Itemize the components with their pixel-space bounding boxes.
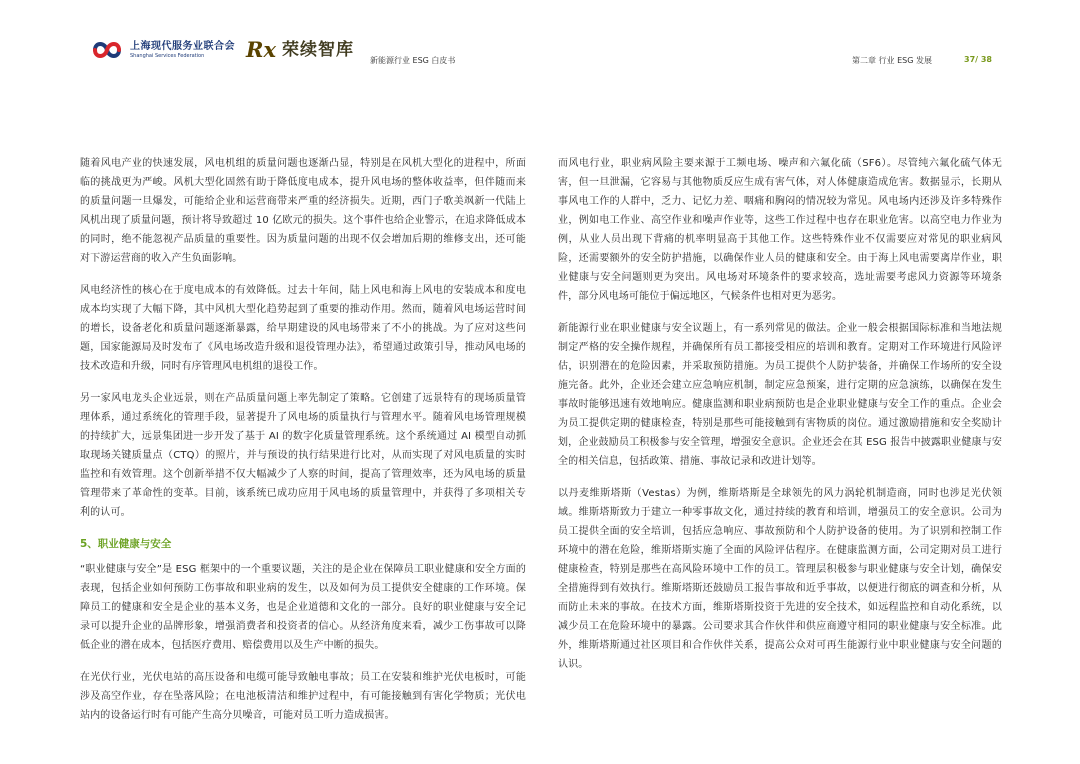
left-column: [80, 154, 526, 738]
paragraph: 新能源行业在职业健康与安全议题上，有一系列常见的做法。企业一般会根据国际标准和当地法规制定严格的安全操作规程，并确保所有员工都接受相应的培训和教育。定期对工作环境进行风险评估，识别潜在的危险因素，并采取预防措施。为员工提供个人防护装备，并确保工作场所的安全设施完备。此外，企业还会建立应急响应机制，制定应急预案，进行定期的应急演练，以确保在发生事故时能够迅速有效地响应。健康监测和职业病预防也是企业职业健康与安全工作的重点。企业会为员工提供定期的健康检查，特别是那些可能接触到有害物质的岗位。通过激励措施和安全奖励计划，企业鼓励员工积极参与安全管理，增强安全意识。企业还会在其 ESG 报告中披露职业健康与安全的相关信息，包括政策、措施、事故记录和改进计划等。: [558, 323, 1002, 467]
paragraph: 另一家风电龙头企业远景，则在产品质量问题上率先制定了策略。它创建了远景特有的现场质量管理体系，通过系统化的管理手段，显著提升了风电场的质量执行与管理水平。随着风电场管理规模的持续扩大，远景集团进一步开发了基于 AI 的数字化质量管理系统。这个系统通过 AI 模型自动抓取现场关键质量点（CTQ）的照片，并与预设的执行结果进行比对，从而实现了对风电质量的实时监控和有效管理。这个创新举措不仅大幅减少了人察的时间，提高了管理效率，还为风电场的质量管理带来了革命性的变革。目前，该系统已成功应用于风电场的质量管理中，并获得了多项相关专利的认可。: [80, 393, 526, 518]
paragraph: 风电经济性的核心在于度电成本的有效降低。过去十年间，陆上风电和海上风电的安装成本和度电成本均实现了大幅下降，其中风机大型化趋势起到了重要的推动作用。然而，随着风电场运营时间的增长，设备老化和质量问题逐渐暴露，给早期建设的风电场带来了不小的挑战。为了应对这些问题，国家能源局及时发布了《风电场改造升级和退役管理办法》，希望通过政策引导，推动风电场的技术改造和升级，同时有序管理风电机组的退役工作。: [80, 285, 526, 372]
federation-emblem-icon: [92, 38, 122, 62]
paragraph: 而风电行业，职业病风险主要来源于工频电场、噪声和六氟化硫（SF6）。尽管纯六氟化硫气体无害，但一旦泄漏，它容易与其他物质反应生成有害气体，对人体健康造成危害。数据显示，长期从事风电工作的人群中，乏力、记忆力差、咽痛和胸闷的情况较为常见。风电场内还涉及许多特殊作业，例如电工作业、高空作业和噪声作业等，这些工作过程中也存在职业危害。以高空电力作业为例，从业人员出现下背痛的机率明显高于其他工作。这些特殊作业不仅需要应对常见的职业病风险，还需要额外的安全防护措施，以确保作业人员的健康和安全。由于海上风电需要离岸作业，职业健康与安全问题则更为突出。风电场对环境条件的要求较高，选址需要考虑风力资源等环境条件，部分风电场可能位于偏远地区，气候条件也相对更为恶劣。: [558, 158, 1002, 302]
page-header: [0, 0, 1080, 80]
section-heading: 5、职业健康与安全: [80, 538, 172, 550]
paragraph: 以丹麦维斯塔斯（Vestas）为例，维斯塔斯是全球领先的风力涡轮机制造商，同时也涉足光伏领域。维斯塔斯致力于建立一种零事故文化，通过持续的教育和培训，增强员工的安全意识。公司为员工提供全面的安全培训，包括应急响应、事故预防和个人防护设备的使用。为了识别和控制工作环境中的潜在危险，维斯塔斯实施了全面的风险评估程序。在健康监测方面，公司定期对员工进行健康检查，特别是那些在高风险环境中工作的员工。管理层积极参与职业健康与安全计划，确保安全措施得到有效执行。维斯塔斯还鼓励员工报告事故和近乎事故，以便进行彻底的调查和分析，从而防止未来的事故。在技术方面，维斯塔斯投资于先进的安全技术，如远程监控和自动化系统，以减少员工在危险环境中的暴露。公司要求其合作伙伴和供应商遵守相同的职业健康与安全标准。此外，维斯塔斯通过社区项目和合作伙伴关系，提高公众对可再生能源行业中职业健康与安全问题的认识。: [558, 488, 1002, 670]
federation-name-en: Shanghai Services Federation: [130, 52, 205, 59]
think-tank-name: 荣续智库: [281, 40, 354, 60]
right-column: [558, 154, 1002, 687]
paragraph: 在光伏行业，光伏电站的高压设备和电缆可能导致触电事故；员工在安装和维护光伏电板时，可能涉及高空作业，存在坠落风险；在电池板清洁和维护过程中，有可能接触到有害化学物质；光伏电站内的设备运行时有可能产生高分贝噪音，可能对员工听力造成损害。: [80, 672, 526, 721]
think-tank-mark: Rx: [246, 37, 276, 62]
page-number: 37/ 38: [964, 55, 992, 64]
federation-name-cn: 上海现代服务业联合会: [130, 40, 235, 52]
paragraph: “职业健康与安全”是 ESG 框架中的一个重要议题，关注的是企业在保障员工职业健康和安全方面的表现，包括企业如何预防工伤事故和职业病的发生，以及如何为员工提供安全健康的工作环境。保障员工的健康和安全是企业的基本义务，也是企业道德和文化的一部分。良好的职业健康与安全记录可以提升企业的品牌形象，增强消费者和投资者的信心。从经济角度来看，减少工伤事故可以降低企业的潜在成本，包括医疗费用、赔偿费用以及生产中断的损失。: [80, 564, 526, 651]
federation-logo: [92, 38, 235, 62]
chapter-label: 第二章 行业 ESG 发展: [852, 56, 932, 65]
paragraph: 随着风电产业的快速发展，风电机组的质量问题也逐渐凸显，特别是在风机大型化的进程中，所面临的挑战更为严峻。风机大型化固然有助于降低度电成本，提升风电场的整体收益率，但伴随而来的质量问题一旦爆发，可能给企业和运营商带来严重的经济损失。近期，西门子歌美飒新一代陆上风机出现了质量问题，预计将导致超过 10 亿欧元的损失。这个事件也给企业警示，在追求降低成本的同时，绝不能忽视产品质量的重要性。因为质量问题的出现不仅会增加后期的维修支出，还可能对下游运营商的收入产生负面影响。: [80, 158, 526, 264]
think-tank-logo: [246, 38, 354, 62]
document-title: 新能源行业 ESG 白皮书: [370, 56, 456, 65]
